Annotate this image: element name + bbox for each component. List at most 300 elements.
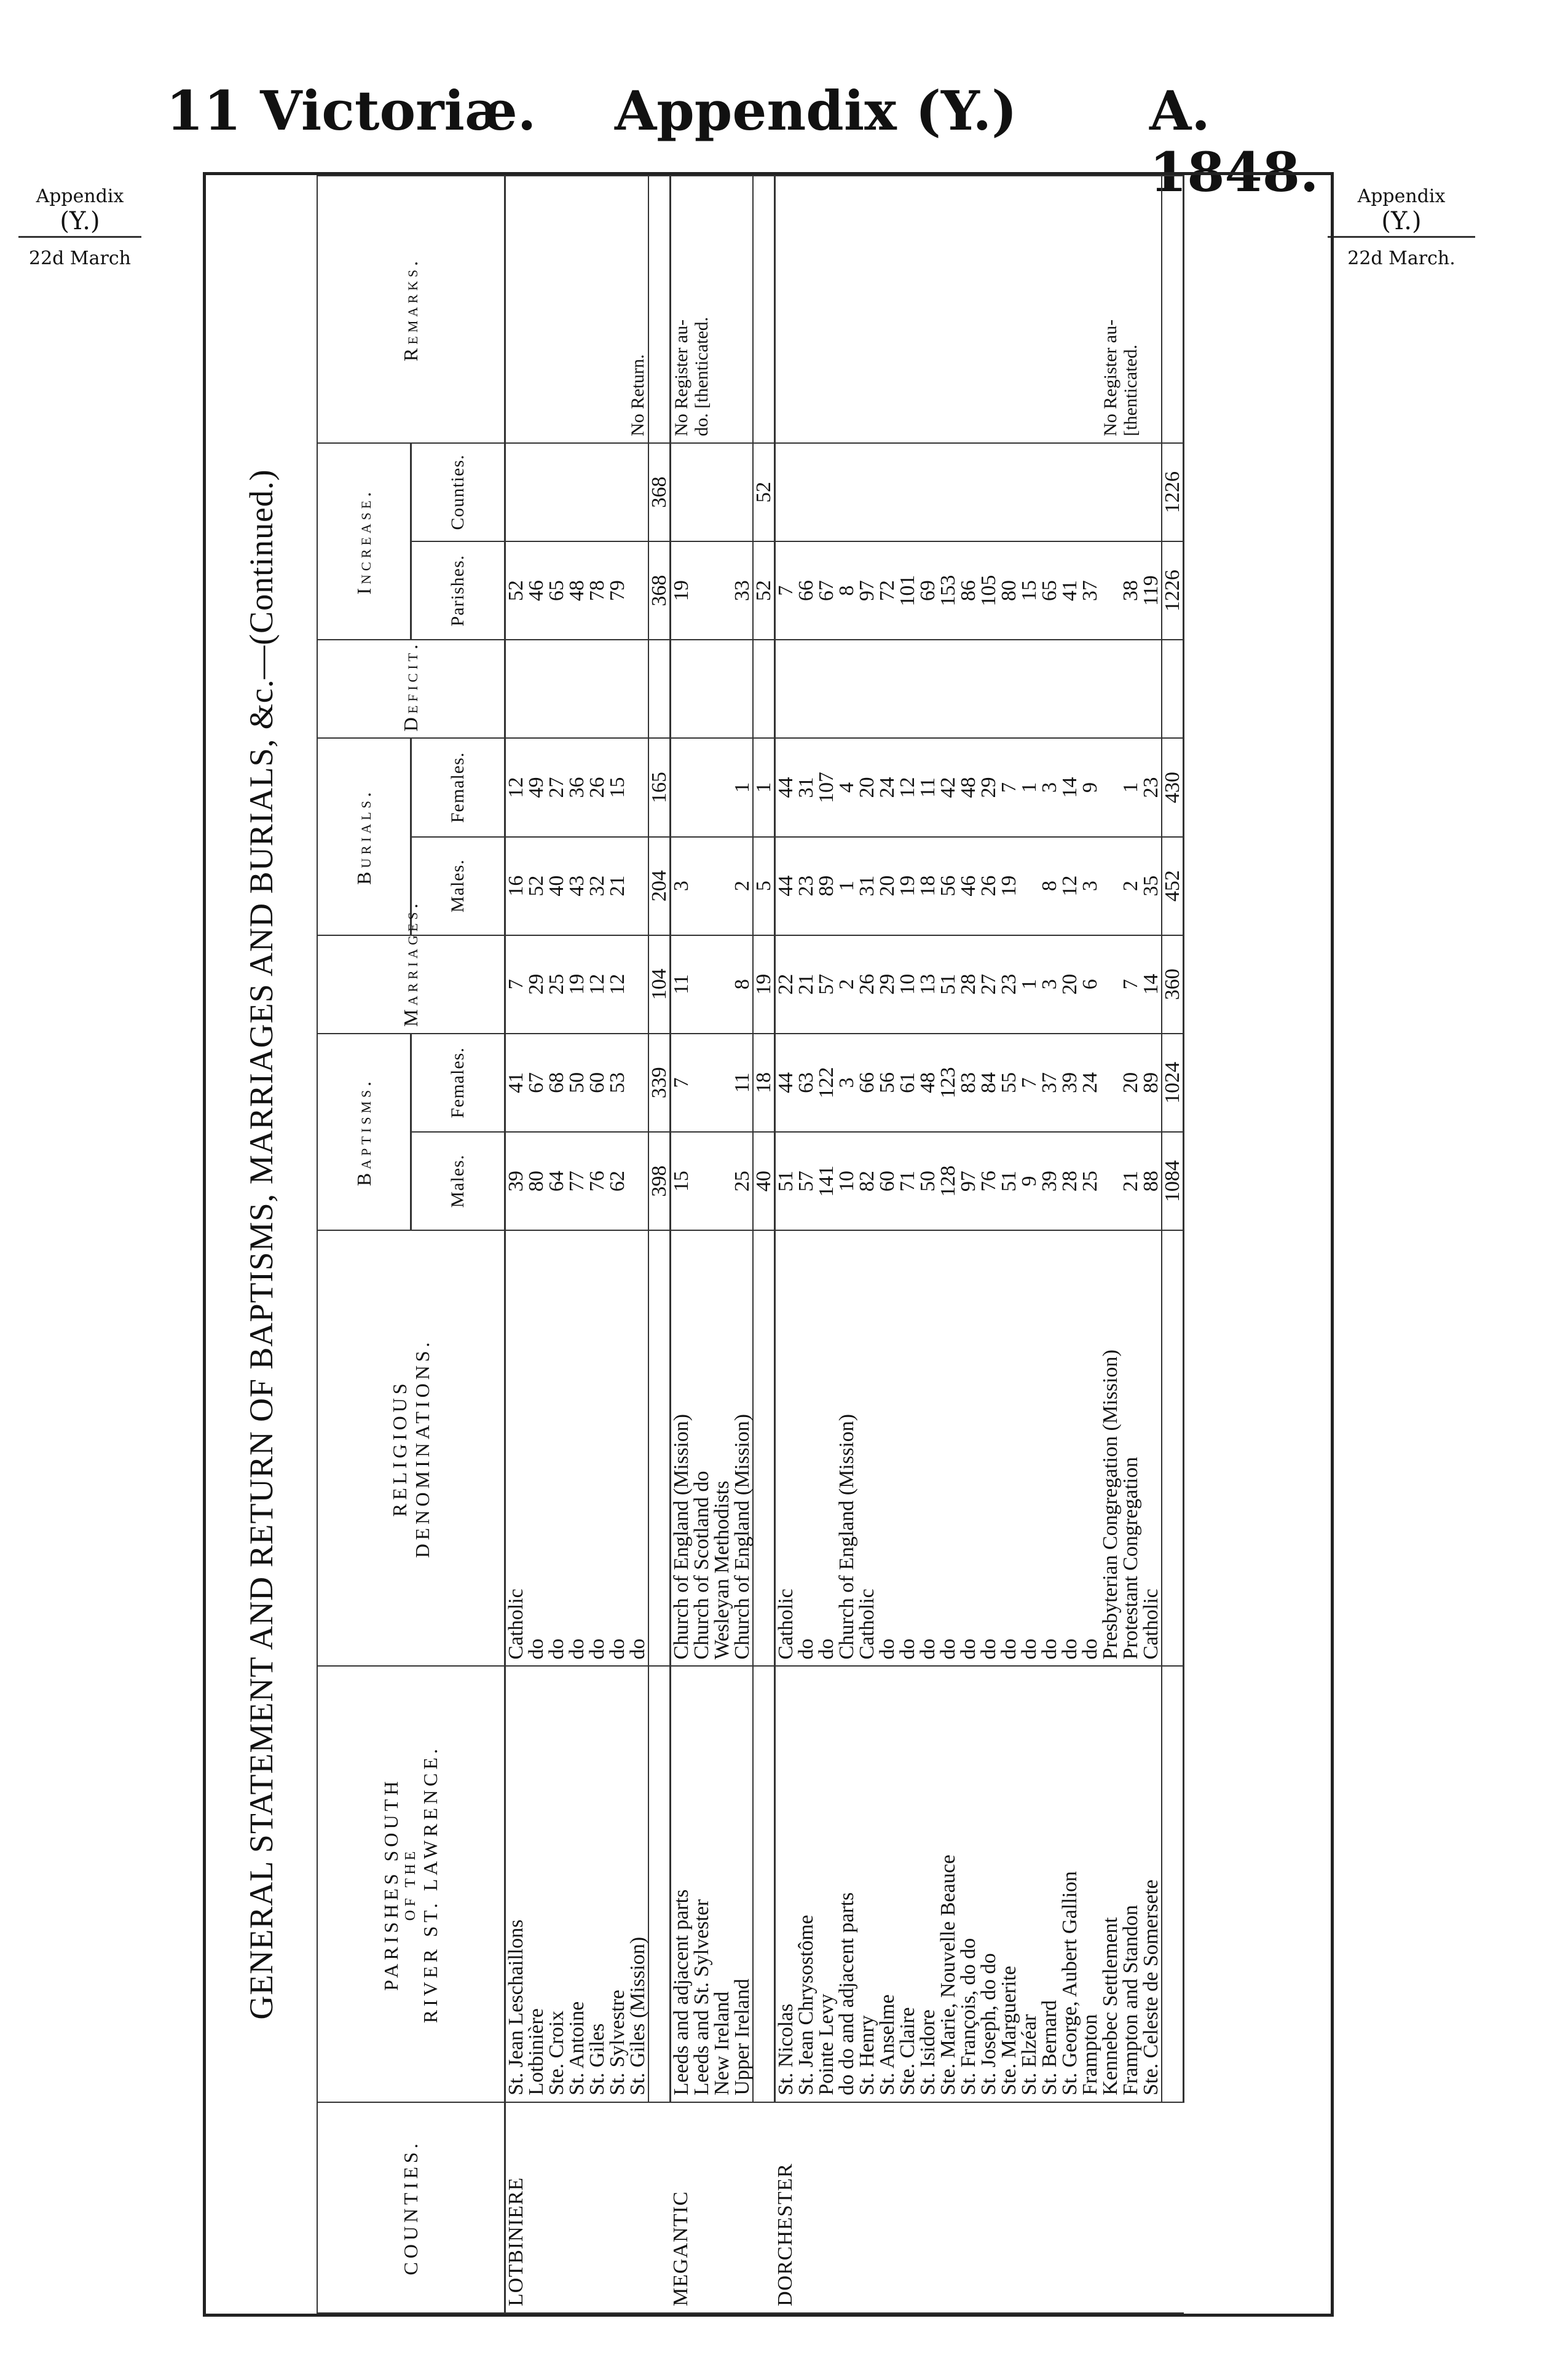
deficit-cell [979,640,999,738]
appendix-label: Appendix (Y.) [615,79,1017,143]
deficit-cell [938,640,958,738]
burials-males-cell [628,837,648,935]
remarks-cell [877,176,897,443]
increase-counties-cell [607,443,628,541]
marriages-cell: 11 [671,935,692,1034]
increase-parishes-cell: 80 [999,541,1019,640]
marriages-cell: 3 [1039,935,1060,1034]
burials-females-cell [1100,738,1121,836]
denomination-cell: do [999,1230,1019,1666]
burials-females-cell [671,738,692,836]
deficit-cell [671,640,692,738]
remarks-cell [1019,176,1039,443]
deficit-cell [1100,640,1121,738]
marriages-cell: 10 [897,935,918,1034]
baptisms-males-cell [1100,1132,1121,1230]
remarks-cell [979,176,999,443]
header-parishes-line2: OF THE [403,1847,419,1921]
burials-males-cell: 56 [938,837,958,935]
remarks-cell [546,176,567,443]
burials-males-cell: 89 [816,837,837,935]
baptisms-males-cell: 64 [546,1132,567,1230]
baptisms-males-cell: 51 [775,1132,797,1230]
baptisms-males-cell [628,1132,648,1230]
baptisms-males-cell: 39 [505,1132,527,1230]
table-row [938,176,958,2313]
baptisms-females-cell: 123 [938,1034,958,1132]
increase-parishes-cell: 78 [587,541,607,640]
table-row [979,176,999,2313]
denomination-cell: do [526,1230,546,1666]
total-increase-parishes-cell: 368 [648,541,671,640]
baptisms-males-cell: 80 [526,1132,546,1230]
burials-males-cell: 46 [958,837,979,935]
header-denoms-line2: DENOMINATIONS. [411,1338,433,1558]
county-cell: DORCHESTER [775,2102,1184,2313]
remarks-cell: [thenticated. [1121,176,1141,443]
baptisms-females-cell: 39 [1060,1034,1080,1132]
rotated-table-area [206,175,1331,2314]
table-row [1060,176,1080,2313]
parish-cell: Ste. Croix [546,1666,567,2102]
denomination-cell: do [607,1230,628,1666]
parish-cell: Ste. Marie, Nouvelle Beauce [938,1666,958,2102]
table-row [587,176,607,2313]
baptisms-males-cell: 77 [567,1132,587,1230]
baptisms-females-cell: 56 [877,1034,897,1132]
total-remarks-cell [648,176,671,443]
table-row [567,176,587,2313]
marriages-cell: 19 [567,935,587,1034]
burials-females-cell: 11 [918,738,938,836]
baptisms-males-cell: 50 [918,1132,938,1230]
header-burials: Burials. [317,738,411,935]
remarks-cell [1141,176,1162,443]
marriages-cell: 27 [979,935,999,1034]
burials-females-cell: 14 [1060,738,1080,836]
total-increase-parishes-cell: 52 [753,541,775,640]
increase-counties-cell [505,443,527,541]
denomination-cell: do [628,1230,648,1666]
header-marriages: Marriages. [317,935,505,1034]
remarks-cell [775,176,797,443]
deficit-cell [628,640,648,738]
header-baptisms-males: Males. [411,1132,505,1230]
parish-cell: St. François, do do [958,1666,979,2102]
county-cell: MEGANTIC [671,2102,775,2313]
marriages-cell: 22 [775,935,797,1034]
burials-males-cell: 43 [567,837,587,935]
increase-parishes-cell: 65 [1039,541,1060,640]
increase-counties-cell [918,443,938,541]
burials-males-cell: 2 [1121,837,1141,935]
deficit-cell [816,640,837,738]
parish-cell: Ste. Claire [897,1666,918,2102]
baptisms-females-cell: 67 [526,1034,546,1132]
marriages-cell: 23 [999,935,1019,1034]
baptisms-females-cell [691,1034,712,1132]
increase-counties-cell [1100,443,1121,541]
baptisms-females-cell: 11 [732,1034,753,1132]
baptisms-males-cell: 57 [796,1132,816,1230]
burials-males-cell: 8 [1039,837,1060,935]
total-increase-counties-cell: 368 [648,443,671,541]
burials-females-cell: 4 [837,738,857,836]
baptisms-males-cell: 141 [816,1132,837,1230]
increase-parishes-cell: 7 [775,541,797,640]
table-row [546,176,567,2313]
parish-cell: St. Giles (Mission) [628,1666,648,2102]
denomination-cell: do [979,1230,999,1666]
increase-counties-cell [999,443,1019,541]
baptisms-females-cell: 44 [775,1034,797,1132]
burials-females-cell: 26 [587,738,607,836]
marriages-cell: 7 [1121,935,1141,1034]
burials-females-cell: 3 [1039,738,1060,836]
total-deficit-cell [1162,640,1184,738]
baptisms-females-cell: 55 [999,1034,1019,1132]
deficit-cell [567,640,587,738]
baptisms-females-cell: 48 [918,1034,938,1132]
parish-cell: St. Bernard [1039,1666,1060,2102]
remarks-cell: No Return. [628,176,648,443]
denomination-cell: Catholic [857,1230,877,1666]
parish-cell: Upper Ireland [732,1666,753,2102]
baptisms-males-cell [691,1132,712,1230]
total-denomination-blank [648,1230,671,1666]
remarks-cell [526,176,546,443]
burials-males-cell: 3 [1080,837,1100,935]
table-row [691,176,712,2313]
marriages-cell [1100,935,1121,1034]
remarks-cell [857,176,877,443]
total-remarks-cell [1162,176,1184,443]
increase-counties-cell [587,443,607,541]
page-header [166,79,1346,204]
burials-females-cell: 12 [505,738,527,836]
burials-males-cell: 3 [671,837,692,935]
header-denominations [317,1230,505,1666]
burials-males-cell [1100,837,1121,935]
marriages-cell: 26 [857,935,877,1034]
parish-cell: Leeds and adjacent parts [671,1666,692,2102]
total-increase-counties-cell: 52 [753,443,775,541]
baptisms-males-cell [712,1132,732,1230]
baptisms-females-cell: 7 [671,1034,692,1132]
total-marriages-cell: 19 [753,935,775,1034]
header-baptisms: Baptisms. [317,1034,411,1230]
remarks-cell [732,176,753,443]
increase-counties-cell [958,443,979,541]
marriages-cell: 8 [732,935,753,1034]
increase-parishes-cell: 46 [526,541,546,640]
total-denomination-blank [753,1230,775,1666]
statistics-table [317,175,1184,2314]
marriages-cell: 6 [1080,935,1100,1034]
denomination-cell: do [567,1230,587,1666]
baptisms-females-cell: 20 [1121,1034,1141,1132]
marriages-cell: 12 [587,935,607,1034]
parish-cell: do do and adjacent parts [837,1666,857,2102]
total-parish-blank [648,1666,671,2102]
baptisms-females-cell: 50 [567,1034,587,1132]
table-row [1080,176,1100,2313]
deficit-cell [775,640,797,738]
margin-left-line1: Appendix [36,186,124,207]
total-baptisms-females-cell: 18 [753,1034,775,1132]
burials-males-cell: 52 [526,837,546,935]
remarks-cell [1080,176,1100,443]
deficit-cell [1080,640,1100,738]
increase-parishes-cell: 52 [505,541,527,640]
baptisms-females-cell: 53 [607,1034,628,1132]
increase-counties-cell [979,443,999,541]
baptisms-males-cell: 28 [1060,1132,1080,1230]
deficit-cell [877,640,897,738]
header-remarks: Remarks. [317,176,505,443]
marriages-cell [691,935,712,1034]
burials-males-cell: 44 [775,837,797,935]
marriages-cell: 25 [546,935,567,1034]
table-row [877,176,897,2313]
denomination-cell: do [938,1230,958,1666]
table-row [505,176,527,2313]
margin-note-right [1321,184,1481,271]
increase-counties-cell [816,443,837,541]
increase-counties-cell [1039,443,1060,541]
table-row [837,176,857,2313]
burials-females-cell: 44 [775,738,797,836]
burials-males-cell: 32 [587,837,607,935]
deficit-cell [958,640,979,738]
increase-counties-cell [1121,443,1141,541]
total-baptisms-females-cell: 339 [648,1034,671,1132]
total-burials-males-cell: 452 [1162,837,1184,935]
table-row [671,176,692,2313]
deficit-cell [587,640,607,738]
deficit-cell [732,640,753,738]
marriages-cell: 29 [877,935,897,1034]
baptisms-females-cell: 68 [546,1034,567,1132]
burials-males-cell [1019,837,1039,935]
increase-parishes-cell: 97 [857,541,877,640]
header-baptisms-females: Females. [411,1034,505,1132]
parish-cell: St. Jean Leschaillons [505,1666,527,2102]
parish-cell: St. Isidore [918,1666,938,2102]
baptisms-males-cell: 71 [897,1132,918,1230]
table-title: GENERAL STATEMENT AND RETURN OF BAPTISMS, MARRIAGES AND BURIALS, &c.—(Continued.) [243,469,280,2020]
baptisms-males-cell: 97 [958,1132,979,1230]
increase-counties-cell [775,443,797,541]
burials-males-cell: 26 [979,837,999,935]
increase-counties-cell [837,443,857,541]
denomination-cell: Presbyterian Congregation (Mission) [1100,1230,1121,1666]
deficit-cell [691,640,712,738]
header-row-1 [317,176,411,2313]
table-row [897,176,918,2313]
parish-cell: St. Sylvestre [607,1666,628,2102]
denomination-cell: Protestant Congregation [1121,1230,1141,1666]
denomination-cell: Catholic [1141,1230,1162,1666]
burials-females-cell: 20 [857,738,877,836]
burials-males-cell: 31 [857,837,877,935]
burials-females-cell: 42 [938,738,958,836]
total-denomination-blank [1162,1230,1184,1666]
deficit-cell [918,640,938,738]
denomination-cell: do [546,1230,567,1666]
burials-females-cell: 36 [567,738,587,836]
header-counties: COUNTIES. [317,2102,505,2313]
denomination-cell: do [1080,1230,1100,1666]
marriages-cell: 14 [1141,935,1162,1034]
burials-females-cell: 27 [546,738,567,836]
baptisms-males-cell: 39 [1039,1132,1060,1230]
increase-parishes-cell: 153 [938,541,958,640]
total-parish-blank [753,1666,775,2102]
parish-cell: Lotbinière [526,1666,546,2102]
table-row [1100,176,1121,2313]
table-row [857,176,877,2313]
parish-cell: Ste. Marguerite [999,1666,1019,2102]
increase-parishes-cell [691,541,712,640]
deficit-cell [1039,640,1060,738]
increase-parishes-cell: 105 [979,541,999,640]
increase-parishes-cell: 15 [1019,541,1039,640]
denomination-cell: Catholic [505,1230,527,1666]
header-increase: Increase. [317,443,411,640]
table-row [1019,176,1039,2313]
deficit-cell [1060,640,1080,738]
increase-counties-cell [938,443,958,541]
remarks-cell [505,176,527,443]
parish-cell: Kennebec Settlement [1100,1666,1121,2102]
parish-cell: St. George, Aubert Gallion [1060,1666,1080,2102]
header-burials-females: Females. [411,738,505,836]
denomination-cell: Wesleyan Methodists [712,1230,732,1666]
baptisms-males-cell: 76 [979,1132,999,1230]
denomination-cell: do [1060,1230,1080,1666]
baptisms-females-cell: 60 [587,1034,607,1132]
parish-cell: Leeds and St. Sylvester [691,1666,712,2102]
burials-females-cell: 7 [999,738,1019,836]
remarks-cell [1060,176,1080,443]
burials-males-cell: 20 [877,837,897,935]
parish-cell: St. Anselme [877,1666,897,2102]
parish-cell: Ste. Celeste de Somersete [1141,1666,1162,2102]
remarks-cell [837,176,857,443]
increase-counties-cell [796,443,816,541]
increase-counties-cell [1019,443,1039,541]
total-row [648,176,671,2313]
increase-parishes-cell: 69 [918,541,938,640]
increase-counties-cell [628,443,648,541]
table-row [958,176,979,2313]
marriages-cell: 28 [958,935,979,1034]
total-burials-females-cell: 430 [1162,738,1184,836]
denomination-cell: do [877,1230,897,1666]
parish-cell: St. Nicolas [775,1666,797,2102]
table-row [1121,176,1141,2313]
table-row [712,176,732,2313]
remarks-cell [897,176,918,443]
burials-females-cell: 48 [958,738,979,836]
increase-parishes-cell [712,541,732,640]
table-row [796,176,816,2313]
marriages-cell [628,935,648,1034]
increase-parishes-cell: 37 [1080,541,1100,640]
deficit-cell [837,640,857,738]
county-cell: LOTBINIERE [505,2102,671,2313]
parish-cell: Frampton [1080,1666,1100,2102]
increase-parishes-cell: 19 [671,541,692,640]
baptisms-males-cell: 76 [587,1132,607,1230]
increase-parishes-cell: 65 [546,541,567,640]
marriages-cell: 20 [1060,935,1080,1034]
total-burials-males-cell: 204 [648,837,671,935]
denomination-cell: Church of England (Mission) [671,1230,692,1666]
increase-counties-cell [877,443,897,541]
burials-males-cell: 21 [607,837,628,935]
margin-left-line2: (Y.) [60,207,100,235]
burials-females-cell [712,738,732,836]
deficit-cell [1019,640,1039,738]
baptisms-females-cell: 24 [1080,1034,1100,1132]
denomination-cell: do [897,1230,918,1666]
parish-cell: Pointe Levy [816,1666,837,2102]
baptisms-males-cell: 15 [671,1132,692,1230]
margin-left-line3: 22d March [29,248,131,269]
increase-counties-cell [671,443,692,541]
total-increase-parishes-cell: 1226 [1162,541,1184,640]
table-row [1039,176,1060,2313]
marriages-cell: 51 [938,935,958,1034]
brace-left [18,236,141,246]
deficit-cell [526,640,546,738]
burials-females-cell: 31 [796,738,816,836]
increase-parishes-cell: 41 [1060,541,1080,640]
increase-counties-cell [857,443,877,541]
denomination-cell: do [587,1230,607,1666]
increase-parishes-cell: 86 [958,541,979,640]
total-row [753,176,775,2313]
remarks-cell: do. [thenticated. [691,176,712,443]
burials-females-cell: 29 [979,738,999,836]
remarks-cell [999,176,1019,443]
marriages-cell: 29 [526,935,546,1034]
increase-parishes-cell [628,541,648,640]
margin-right-line3: 22d March. [1347,248,1455,269]
burials-females-cell: 49 [526,738,546,836]
increase-parishes-cell: 8 [837,541,857,640]
denomination-cell: Church of Scotland do [691,1230,712,1666]
increase-counties-cell [567,443,587,541]
baptisms-females-cell: 61 [897,1034,918,1132]
remarks-cell [918,176,938,443]
increase-parishes-cell: 79 [607,541,628,640]
remarks-cell [938,176,958,443]
parish-cell: St. Giles [587,1666,607,2102]
deficit-cell [607,640,628,738]
table-row [999,176,1019,2313]
header-deficit: Deficit. [317,640,505,738]
header-parishes-line1: PARISHES SOUTH [380,1777,402,1991]
header-parishes [317,1666,505,2102]
table-row [1141,176,1162,2313]
baptisms-females-cell: 89 [1141,1034,1162,1132]
deficit-cell [999,640,1019,738]
total-deficit-cell [753,640,775,738]
remarks-cell [587,176,607,443]
